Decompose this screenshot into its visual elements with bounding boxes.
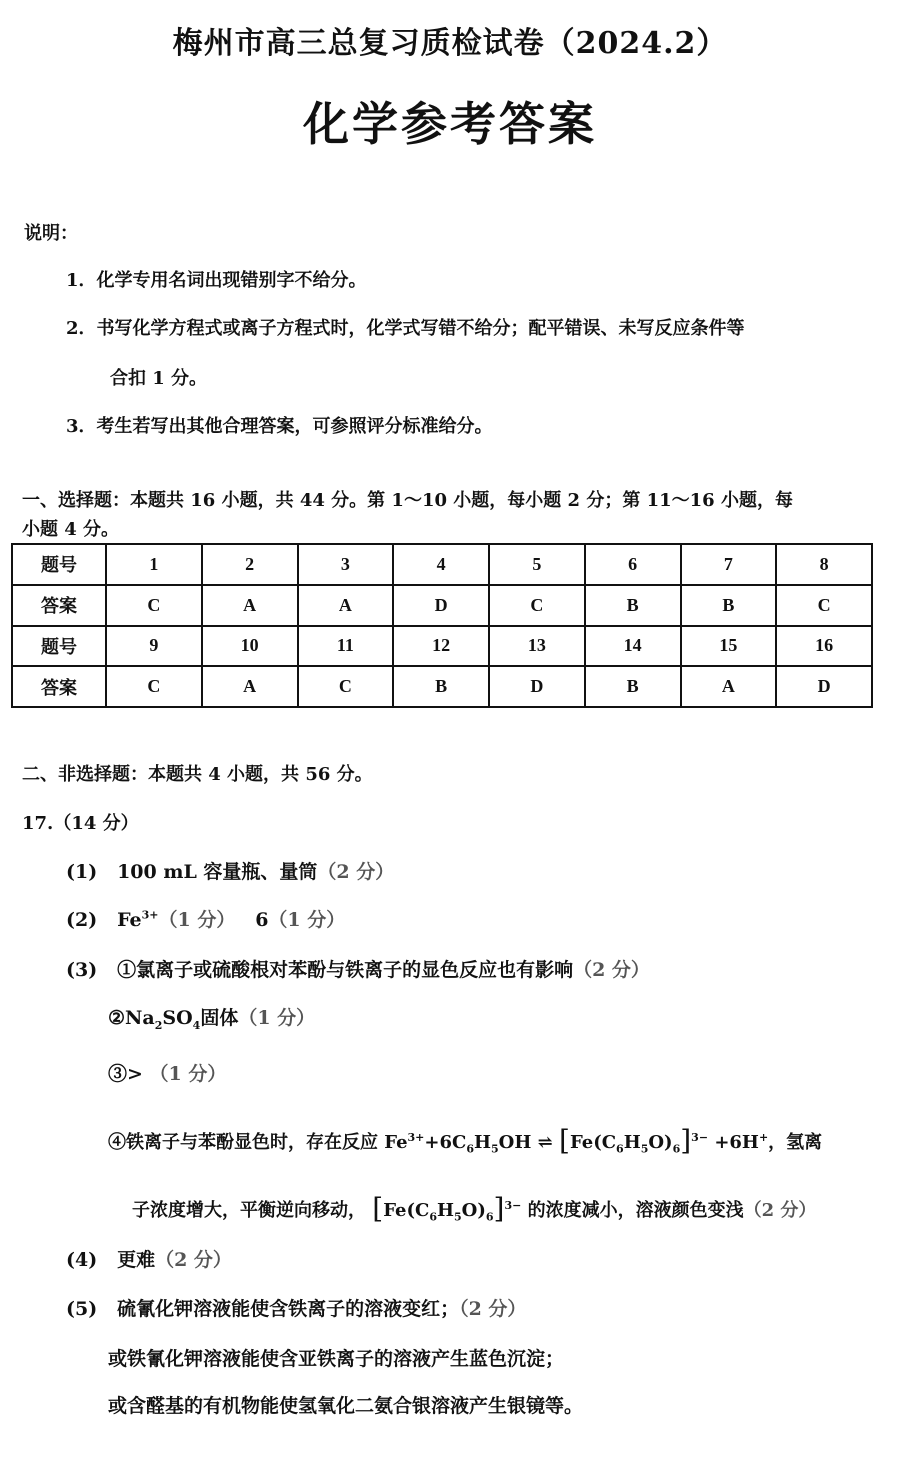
table-cell: 6 [585,544,681,585]
equation-charge: + [758,1131,769,1144]
answer-text: 100 mL 容量瓶、量筒 [117,861,318,883]
answer-table [11,543,873,708]
table-cell: 13 [489,626,585,667]
table-answer-label: 答案 [12,585,106,626]
ion-symbol: Fe [117,909,142,931]
table-cell: C [298,666,394,707]
table-cell: 15 [681,626,777,667]
section1-heading: 一、选择题：本题共 16 小题，共 44 分。第 1～10 小题，每小题 2 分；第 11～16 小题，每 [22,490,793,511]
q17-part5-line3: 或含醛基的有机物能使氢氧化二氨合银溶液产生银镜等。 [108,1395,584,1417]
table-cell: 4 [393,544,489,585]
equation-part: OH [498,1132,532,1153]
part-number: (1) [66,861,98,883]
table-row [12,666,872,707]
answer-text: ，氢离 [768,1132,823,1153]
note-item-1: 1．化学专用名词出现错别字不给分。 [66,270,367,291]
answer-text: 更难 [117,1249,156,1271]
bracket-open-icon: [ [559,1124,570,1157]
table-cell: C [106,666,202,707]
table-cell: C [106,585,202,626]
equation-charge: 3− [504,1199,522,1212]
table-cell: 16 [776,626,872,667]
equation-part: H [474,1132,492,1153]
score-label: （1 分） [149,1063,227,1085]
formula-subscript: 2 [154,1018,163,1032]
part-number: (5) [66,1298,98,1320]
exam-title: 梅州市高三总复习质检试卷（2024.2） [172,26,728,61]
equation-part: Fe(C [569,1132,617,1153]
q17-part3-d [108,1124,822,1157]
equation-part: +6H [714,1132,759,1153]
part-number: (4) [66,1249,98,1271]
table-cell: D [393,585,489,626]
table-row [12,626,872,667]
q17-part5 [66,1294,526,1321]
equation-subscript: 5 [491,1142,499,1156]
table-cell: 8 [776,544,872,585]
answer-text: ①氯离子或硫酸根对苯酚与铁离子的显色反应也有影响 [117,959,574,981]
table-cell: A [681,666,777,707]
equation-subscript: 5 [640,1142,649,1156]
table-cell: C [776,585,872,626]
equilibrium-arrow-icon: ⇌ [537,1132,553,1153]
equation-charge: 3+ [407,1131,425,1144]
table-cell: 2 [202,544,298,585]
ion-charge: 3+ [141,908,159,922]
note-item-3: 3．考生若写出其他合理答案，可参照评分标准给分。 [66,416,493,437]
answer-value: 6 [255,909,269,931]
table-cell: A [298,585,394,626]
answer-text: 的浓度减小，溶液颜色变浅 [527,1200,744,1221]
equation-subscript: 6 [429,1210,437,1224]
score-label: （1 分） [158,909,236,931]
bracket-close-icon: ] [680,1124,692,1157]
table-header-label: 题号 [12,544,106,585]
bracket-open-icon: [ [372,1192,384,1225]
table-cell: B [393,666,489,707]
equation-fe: Fe [384,1132,408,1153]
equation-part: O) [648,1132,673,1153]
table-cell: A [202,585,298,626]
notes-heading: 说明： [24,223,78,244]
equation-part: +6C [424,1132,467,1153]
q17-part3-d-line2 [132,1192,816,1225]
equation-part: Fe(C [383,1200,430,1221]
table-row [12,585,872,626]
table-cell: 14 [585,626,681,667]
score-label: （2 分） [317,861,395,883]
table-cell: 7 [681,544,777,585]
table-cell: 5 [489,544,585,585]
table-cell: D [776,666,872,707]
score-label: （1 分） [268,909,346,931]
table-cell: B [585,666,681,707]
table-cell: 12 [393,626,489,667]
page-title: 化学参考答案 [303,97,597,151]
q17-part3-c [108,1059,226,1086]
formula-part: ②Na [108,1007,155,1029]
equation-subscript: 5 [453,1210,462,1224]
equation-charge: 3− [691,1131,709,1144]
score-label: （2 分） [155,1249,232,1271]
answer-text: 固体 [200,1007,239,1029]
table-cell: A [202,666,298,707]
table-cell: D [489,666,585,707]
equation-subscript: 6 [616,1142,624,1156]
equation-part: H [436,1200,454,1221]
table-cell: 11 [298,626,394,667]
table-cell: 9 [106,626,202,667]
table-cell: 10 [202,626,298,667]
score-label: （1 分） [238,1007,316,1029]
equation-part: O) [461,1200,486,1221]
q17-part5-line2: 或铁氰化钾溶液能使含亚铁离子的溶液产生蓝色沉淀； [108,1348,565,1370]
q17-part1 [66,857,394,884]
score-label: （2 分） [459,1298,527,1320]
equation-part: H [623,1132,641,1153]
q17-label: 17.（14 分） [22,813,139,834]
table-cell: B [681,585,777,626]
q17-part3 [66,955,650,982]
table-cell: 3 [298,544,394,585]
equation-subscript: 6 [672,1142,681,1156]
equation-subscript: 6 [485,1210,494,1224]
q17-part3-b [108,1003,315,1032]
answer-text: 子浓度增大，平衡逆向移动， [132,1200,366,1221]
formula-part: SO [162,1007,193,1029]
bracket-close-icon: ] [493,1192,505,1225]
table-cell: B [585,585,681,626]
equation-subscript: 6 [466,1142,474,1156]
part-number: (3) [66,959,98,981]
answer-text: 硫氰化钾溶液能使含铁离子的溶液变红； [117,1298,460,1320]
section2-heading: 二、非选择题：本题共 4 小题，共 56 分。 [22,764,373,785]
table-row [12,544,872,585]
table-cell: 1 [106,544,202,585]
score-label: （2 分） [743,1200,817,1221]
part-number: (2) [66,909,98,931]
table-header-label: 题号 [12,626,106,667]
formula-subscript: 4 [192,1018,201,1032]
note-item-2-cont: 合扣 1 分。 [110,368,208,389]
q17-part2 [66,905,345,932]
table-answer-label: 答案 [12,666,106,707]
answer-text: ④铁离子与苯酚显色时，存在反应 [108,1132,378,1153]
answer-text: ③> [108,1063,143,1085]
score-label: （2 分） [573,959,650,981]
note-item-2: 2．书写化学方程式或离子方程式时，化学式写错不给分；配平错误、未写反应条件等 [66,318,745,339]
section1-heading-cont: 小题 4 分。 [22,519,120,540]
q17-part4 [66,1245,232,1272]
table-cell: C [489,585,585,626]
